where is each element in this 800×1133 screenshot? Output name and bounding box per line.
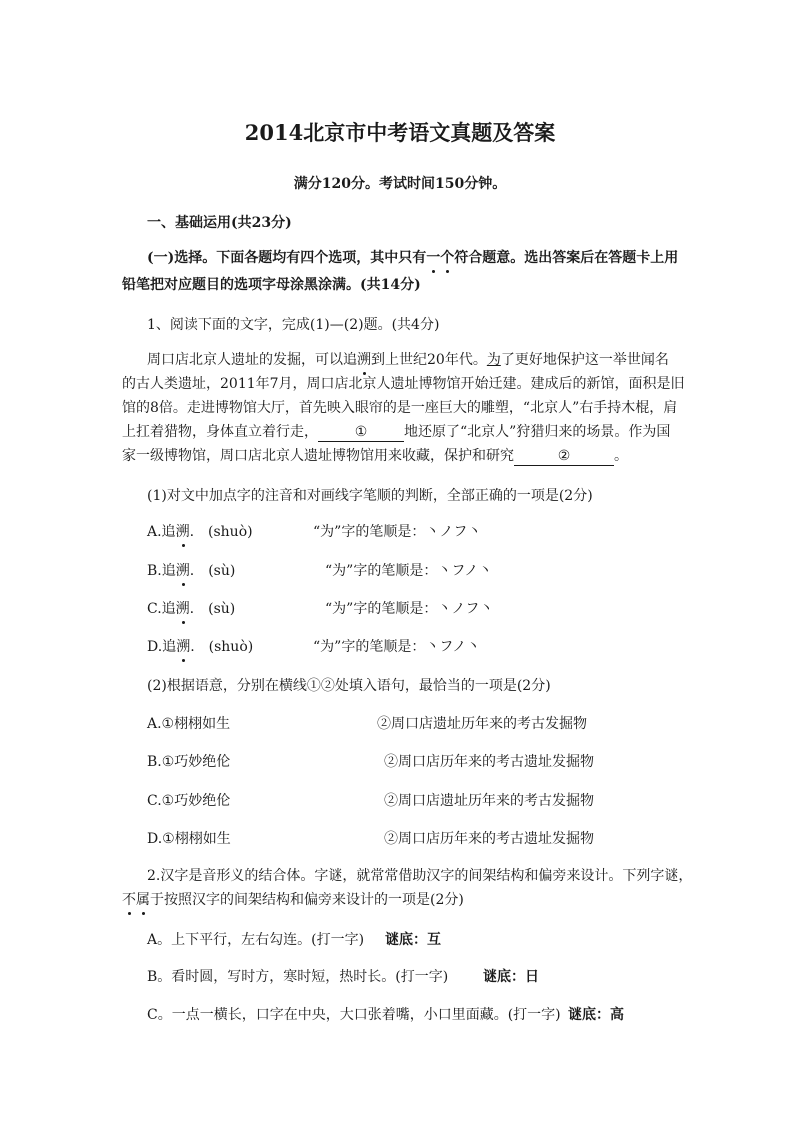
- sub2-option-d-left: D.①栩栩如生: [147, 831, 231, 847]
- q2-option-c: C。一点一横长，口字在中央，大口张着嘴，小口里面藏。(打一字): [147, 1007, 561, 1023]
- sub2-option-b-left: B.①巧妙绝伦: [147, 754, 231, 770]
- sub1-option-a-stroke: “为”字的笔顺是：丶ノフ丶: [313, 524, 482, 540]
- blank-2: ②: [514, 448, 614, 466]
- passage-line-5: 家一级博物馆，周口店北京人遗址博物馆用来收藏，保护和研究 ② 。: [122, 448, 628, 464]
- sub2-option-a-left: A.①栩栩如生: [147, 716, 231, 732]
- sub1-option-c-stroke: “为”字的笔顺是：丶ノフ丶: [325, 601, 494, 617]
- q2-option-a-answer: 谜底：互: [385, 932, 441, 948]
- sub1-option-d: D.追溯. (shuò): [147, 639, 254, 655]
- sub2-option-d-right: ②周口店历年来的考古遗址发掘物: [384, 831, 594, 847]
- page-title: 2014北京市中考语文真题及答案: [244, 120, 556, 145]
- subquestion-2: (2)根据语意，分别在横线①②处填入语句，最恰当的一项是(2分): [147, 678, 551, 694]
- sub1-option-b-stroke: “为”字的笔顺是：丶フノ丶: [325, 563, 493, 579]
- sub2-option-b-right: ②周口店历年来的考古遗址发掘物: [384, 754, 594, 770]
- sub1-option-d-stroke: “为”字的笔顺是：丶フノ丶: [313, 639, 481, 655]
- q2-option-b-answer: 谜底：日: [483, 969, 539, 985]
- sub2-option-a-right: ②周口店遗址历年来的考古发掘物: [377, 716, 587, 732]
- subtitle: 满分120分。考试时间150分钟。: [293, 176, 507, 192]
- question-2-stem-line-1: 2.汉字是音形义的结合体。字谜，就常常借助汉字的间架结构和偏旁来设计。下列字谜，: [147, 868, 693, 884]
- question-2-stem-line-2: 不属于按照汉字的间架结构和偏旁来设计的一项是(2分): [122, 892, 464, 908]
- sub1-option-a: A.追溯. (shuò): [147, 524, 253, 540]
- subquestion-1: (1)对文中加点字的注音和对画线字笔顺的判断，全部正确的一项是(2分): [147, 488, 593, 504]
- q2-option-b: B。看时圆，写时方，寒时短，热时长。(打一字): [147, 969, 449, 985]
- question-1-stem: 1、阅读下面的文字，完成(1)—(2)题。(共4分): [147, 317, 440, 333]
- passage-line-4: 上扛着猎物，身体直立着行走， ① 地还原了“北京人”狩猎归来的场景。作为国: [122, 424, 671, 440]
- part-instruction-line-2: 铅笔把对应题目的选项字母涂黑涂满。(共14分): [122, 277, 421, 293]
- q2-option-a: A。上下平行，左右勾连。(打一字): [147, 932, 365, 948]
- q2-option-c-answer: 谜底：高: [568, 1007, 624, 1023]
- sub1-option-c: C.追溯. (sù): [147, 601, 236, 617]
- sub2-option-c-left: C.①巧妙绝伦: [147, 793, 231, 809]
- blank-1: ①: [318, 424, 404, 442]
- passage-line-3: 馆的8倍。走进博物馆大厅，首先映入眼帘的是一座巨大的雕塑，“北京人”右手持木棍，肩: [122, 400, 678, 416]
- sub2-option-c-right: ②周口店遗址历年来的考古发掘物: [384, 793, 594, 809]
- sub1-option-b: B.追溯. (sù): [147, 563, 236, 579]
- passage-line-1: 周口店北京人遗址的发掘，可以追溯到上世纪20年代。为了更好地保护这一举世闻名: [147, 352, 669, 368]
- section-heading: 一、基础运用(共23分): [147, 215, 292, 231]
- passage-line-2: 的古人类遗址，2011年7月，周口店北京人遗址博物馆开始迁建。建成后的新馆，面积是旧: [122, 376, 685, 392]
- part-instruction-line-1: (一)选择。下面各题均有四个选项，其中只有一个符合题意。选出答案后在答题卡上用: [147, 250, 679, 266]
